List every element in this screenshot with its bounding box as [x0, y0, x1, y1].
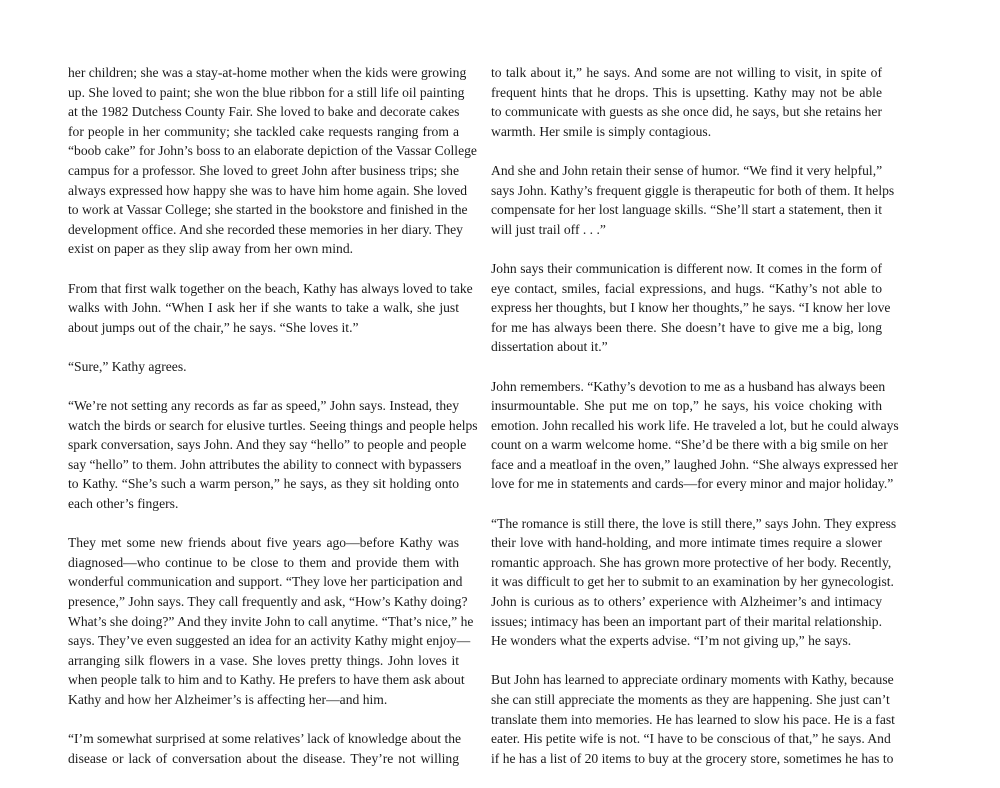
paragraph	[491, 161, 895, 239]
text-line: their love with hand-holding, and more intimate times require a slower	[491, 535, 882, 551]
text-line: diagnosed—who continue to be close to them and provide them with	[68, 554, 459, 570]
text-line: From that first walk together on the beach, Kathy has always loved to take	[68, 280, 473, 296]
text-line: says. They’ve even suggested an idea for an activity Kathy might enjoy—	[68, 633, 471, 649]
paragraph	[68, 63, 477, 259]
paragraph	[491, 514, 897, 651]
text-line: about jumps out of the chair,” he says. “She loves it.”	[68, 319, 359, 335]
text-line: for people in her community; she tackled cake requests ranging from a	[68, 123, 459, 139]
text-line: it was difficult to get her to submit to an examination by her gynecologist.	[491, 574, 894, 590]
text-line: warmth. Her smile is simply contagious.	[491, 123, 712, 139]
text-line: will just trail off . . .”	[491, 221, 606, 237]
text-line: to talk about it,” he says. And some are not willing to visit, in spite of	[491, 65, 882, 80]
text-line: when people talk to him and to Kathy. He prefers to have them ask about	[68, 672, 465, 688]
text-line: But John has learned to appreciate ordinary moments with Kathy, because	[491, 672, 894, 688]
text-line: compensate for her lost language skills. “She’ll start a statement, then it	[491, 202, 882, 218]
text-line: “boob cake” for John’s boss to an elaborate depiction of the Vassar College	[68, 143, 477, 159]
text-line: each other’s fingers.	[68, 496, 179, 512]
text-line: up. She loved to paint; she won the blue ribbon for a still life oil painting	[68, 84, 465, 100]
text-line: eater. His petite wife is not. “I have to be conscious of that,” he says. And	[491, 731, 891, 747]
paragraph	[68, 729, 462, 768]
text-line: eye contact, smiles, facial expressions, and hugs. “Kathy’s not able to	[491, 280, 882, 296]
text-line: love for me in statements and cards—for every minor and major holiday.”	[491, 476, 894, 492]
paragraph	[491, 377, 899, 495]
text-line: her children; she was a stay-at-home mother when the kids were growing	[68, 65, 467, 80]
text-line: issues; intimacy has been an important part of their marital relationship.	[491, 613, 882, 629]
text-line: John is curious as to others’ experience with Alzheimer’s and intimacy	[491, 594, 882, 610]
text-line: “We’re not setting any records as far as speed,” John says. Instead, they	[68, 398, 459, 414]
text-line: face and a meatloaf in the oven,” laughed John. “She always expressed her	[491, 456, 898, 472]
text-line: “The romance is still there, the love is still there,” says John. They express	[491, 515, 897, 531]
text-line: “Sure,” Kathy agrees.	[68, 358, 187, 374]
right-column	[491, 63, 899, 788]
text-line: walks with John. “When I ask her if she wants to take a walk, she just	[68, 300, 459, 316]
text-line: count on a warm welcome home. “She’d be there with a big smile on her	[491, 437, 888, 453]
text-line: express her thoughts, but I know her thoughts,” he says. “I know her love	[491, 300, 891, 316]
text-line: Kathy and how her Alzheimer’s is affecting her—and him.	[68, 692, 388, 707]
text-line: she can still appreciate the moments as they are happening. She just can’t	[491, 692, 890, 707]
paragraph	[68, 357, 459, 377]
text-line: He wonders what the experts advise. “I’m not giving up,” he says.	[491, 633, 852, 649]
text-line: campus for a professor. She loved to greet John after business trips; she	[68, 162, 459, 178]
text-line: translate them into memories. He has learned to slow his pace. He is a fast	[491, 711, 895, 727]
text-line: romantic approach. She has grown more protective of her body. Recently,	[491, 554, 892, 570]
text-line: to Kathy. “She’s such a warm person,” he says, as they sit holding onto	[68, 476, 459, 492]
paragraph	[491, 670, 895, 768]
text-line: say “hello” to them. John attributes the ability to connect with bypassers	[68, 456, 462, 472]
text-line: says John. Kathy’s frequent giggle is therapeutic for both of them. It helps	[491, 182, 895, 198]
text-line: exist on paper as they slip away from her own mind.	[68, 241, 354, 257]
text-line: What’s she doing?” And they invite John to call anytime. “That’s nice,” he	[68, 613, 474, 629]
text-line: watch the birds or search for elusive turtles. Seeing things and people helps	[68, 417, 478, 433]
text-line: John remembers. “Kathy’s devotion to me as a husband has always been	[491, 378, 886, 394]
text-line: They met some new friends about five years ago—before Kathy was	[68, 535, 459, 551]
text-line: insurmountable. She put me on top,” he says, his voice choking with	[491, 398, 882, 414]
text-line: arranging silk flowers in a vase. She loves pretty things. John loves it	[68, 652, 459, 668]
text-line: “I’m somewhat surprised at some relatives’ lack of knowledge about the	[68, 731, 462, 747]
paragraph	[68, 396, 478, 514]
paragraph	[491, 259, 891, 357]
text-line: if he has a list of 20 items to buy at the grocery store, sometimes he has to	[491, 750, 894, 766]
text-line: for me has always been there. She doesn’t have to give me a big, long	[491, 319, 882, 335]
paragraph	[491, 63, 882, 141]
text-line: to communicate with guests as she once did, he says, but she retains her	[491, 104, 882, 120]
text-line: dissertation about it.”	[491, 339, 608, 355]
text-line: disease or lack of conversation about the disease. They’re not willing	[68, 750, 459, 766]
paragraph	[68, 533, 474, 709]
text-line: John says their communication is different now. It comes in the form of	[491, 260, 882, 276]
text-line: at the 1982 Dutchess County Fair. She loved to bake and decorate cakes	[68, 104, 460, 120]
text-line: development office. And she recorded these memories in her diary. They	[68, 221, 463, 237]
text-line: And she and John retain their sense of humor. “We find it very helpful,”	[491, 162, 883, 178]
text-line: always expressed how happy she was to have him home again. She loved	[68, 182, 468, 198]
text-line: emotion. John recalled his work life. He traveled a lot, but he could always	[491, 417, 899, 433]
text-line: presence,” John says. They call frequently and ask, “How’s Kathy doing?	[68, 594, 468, 610]
text-line: to work at Vassar College; she started in the bookstore and finished in the	[68, 202, 468, 218]
left-column	[68, 63, 478, 788]
text-line: frequent hints that he drops. This is upsetting. Kathy may not be able	[491, 84, 882, 100]
text-line: wonderful communication and support. “They love her participation and	[68, 574, 463, 590]
paragraph	[68, 279, 473, 338]
text-line: spark conversation, says John. And they say “hello” to people and people	[68, 437, 467, 453]
